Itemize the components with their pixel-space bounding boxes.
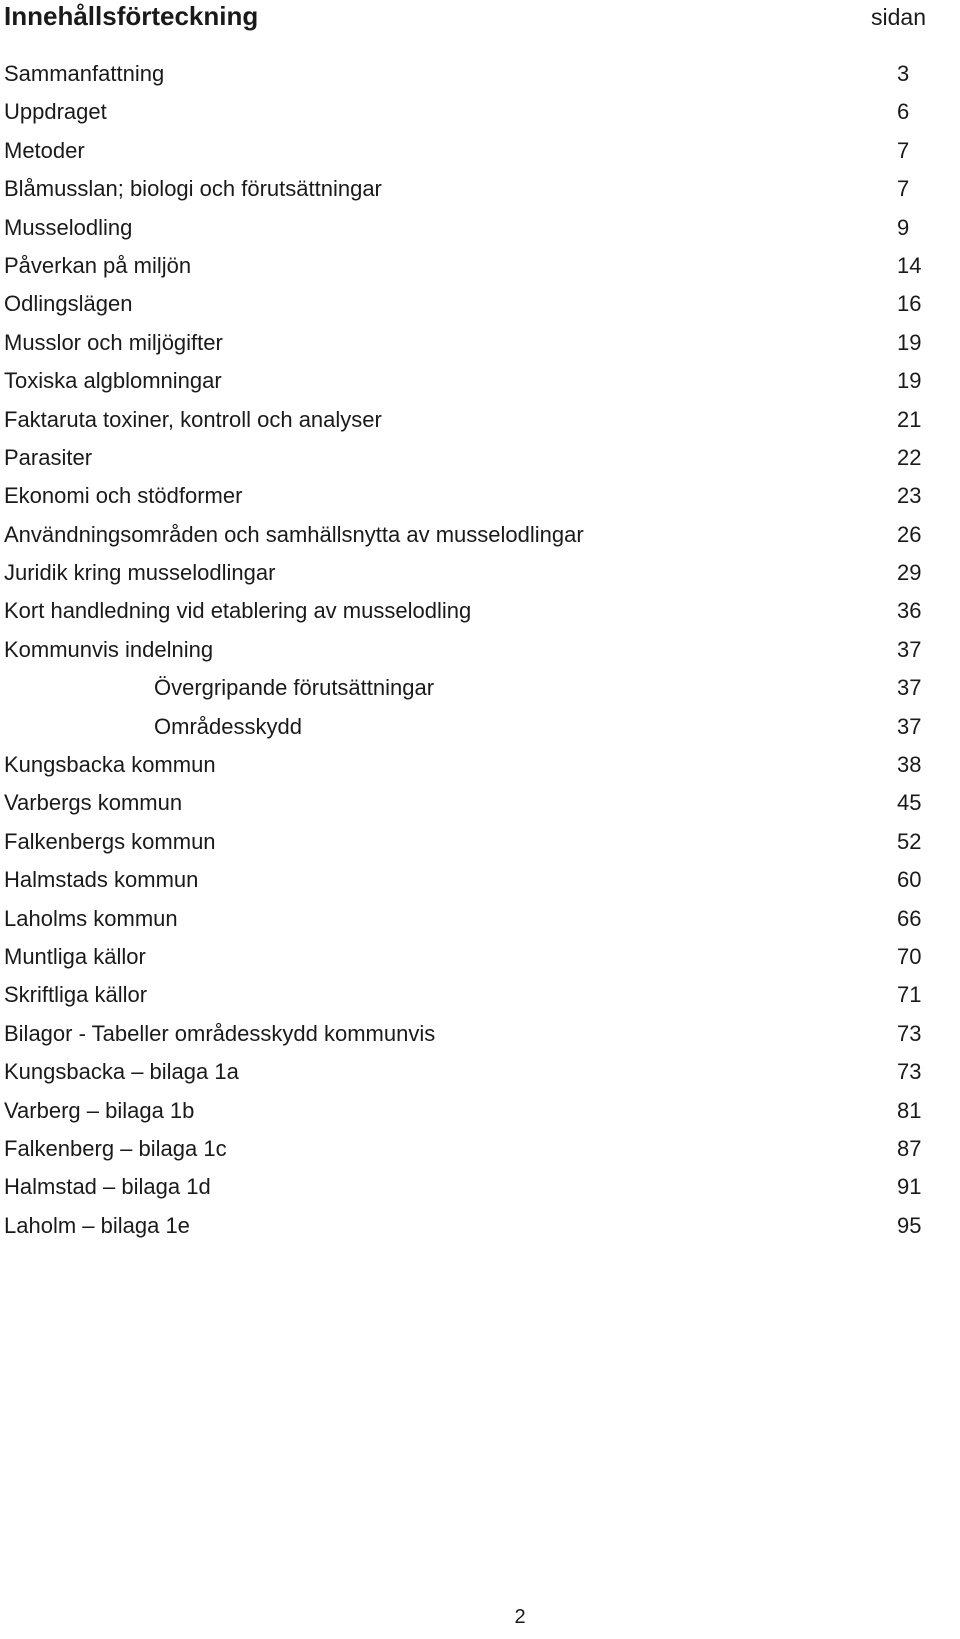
- toc-entry-varbergs-kommun[interactable]: [4, 788, 926, 826]
- toc-entry-toxiska-algblomningar[interactable]: [4, 366, 926, 404]
- toc-entry-label: Bilagor - Tabeller områdesskydd kommunvis: [4, 1020, 436, 1046]
- toc-entry-laholms-kommun[interactable]: [4, 904, 926, 942]
- toc-entry-page: 14: [897, 252, 922, 278]
- toc-entry-laholm-bilaga[interactable]: [4, 1211, 926, 1249]
- toc-entry-halmstads-kommun[interactable]: [4, 865, 926, 903]
- toc-entry-label: Parasiter: [4, 444, 93, 470]
- toc-entry-label: Falkenbergs kommun: [4, 828, 216, 854]
- toc-entry-label: Varbergs kommun: [4, 790, 183, 816]
- toc-entry-page: 71: [897, 982, 922, 1008]
- toc-entry-label: Halmstad – bilaga 1d: [4, 1174, 211, 1200]
- toc-entry-label: Ekonomi och stödformer: [4, 483, 243, 509]
- toc-entry-page: 37: [897, 636, 922, 662]
- toc-entry-label: Laholm – bilaga 1e: [4, 1212, 190, 1238]
- toc-entry-page: 26: [897, 521, 922, 547]
- toc-entry-label: Blåmusslan; biologi och förutsättningar: [4, 176, 382, 202]
- toc-entry-juridik[interactable]: [4, 558, 926, 596]
- toc-entry-ekonomi[interactable]: [4, 481, 926, 519]
- toc-entry-kort-handledning[interactable]: [4, 596, 926, 634]
- toc-entry-anvandningsomraden[interactable]: [4, 520, 926, 558]
- toc-entry-musslor-miljogifter[interactable]: [4, 328, 926, 366]
- toc-entry-page: 9: [897, 214, 910, 240]
- toc-entry-label: Laholms kommun: [4, 905, 178, 931]
- toc-entry-falkenbergs-kommun[interactable]: [4, 827, 926, 865]
- toc-entry-label: Kort handledning vid etablering av musselodling: [4, 598, 472, 624]
- toc-entry-label: Toxiska algblomningar: [4, 368, 222, 394]
- toc-entry-page: 37: [897, 713, 922, 739]
- toc-entry-label: Musselodling: [4, 214, 133, 240]
- toc-entry-blamusslan[interactable]: [4, 174, 926, 212]
- toc-entry-page: 66: [897, 905, 922, 931]
- toc-entry-bilagor[interactable]: [4, 1019, 926, 1057]
- toc-entry-page: 7: [897, 137, 910, 163]
- toc-entry-paverkan[interactable]: [4, 251, 926, 289]
- toc-entry-label: Musslor och miljögifter: [4, 329, 223, 355]
- toc-entry-page: 81: [897, 1097, 922, 1123]
- toc-entry-page: 3: [897, 61, 910, 86]
- toc-subentry-omradesskydd[interactable]: [4, 712, 926, 750]
- toc-entry-page: 91: [897, 1174, 922, 1200]
- toc-entry-label: Användningsområden och samhällsnytta av musselodlingar: [4, 521, 584, 547]
- page-column-heading: sidan: [871, 4, 926, 30]
- toc-entry-label: Kommunvis indelning: [4, 636, 214, 662]
- page-number: 2: [514, 1606, 526, 1628]
- toc-entry-metoder[interactable]: [4, 136, 926, 174]
- toc-entry-page: 87: [897, 1135, 922, 1161]
- toc-entry-uppdraget[interactable]: [4, 97, 926, 135]
- toc-entry-page: 38: [897, 752, 922, 778]
- toc-entry-kungsbacka-kommun[interactable]: [4, 750, 926, 788]
- toc-entry-sammanfattning[interactable]: [4, 59, 926, 97]
- toc-entry-label: Varberg – bilaga 1b: [4, 1097, 195, 1123]
- toc-entry-page: 37: [897, 675, 922, 701]
- toc-entry-label: Skriftliga källor: [4, 982, 148, 1008]
- toc-entry-kommunvis-indelning[interactable]: [4, 635, 926, 673]
- page-title: Innehållsförteckning: [4, 1, 259, 31]
- toc-entry-page: 16: [897, 291, 922, 317]
- toc-entry-label: Juridik kring musselodlingar: [4, 560, 276, 586]
- toc-list: [4, 59, 926, 1249]
- toc-entry-page: 45: [897, 790, 922, 816]
- toc-entry-page: 19: [897, 329, 922, 355]
- toc-entry-page: 36: [897, 598, 922, 624]
- toc-entry-label: Kungsbacka kommun: [4, 752, 216, 778]
- toc-entry-faktaruta-toxiner[interactable]: [4, 405, 926, 443]
- toc-entry-page: 29: [897, 560, 922, 586]
- toc-entry-label: Muntliga källor: [4, 943, 146, 969]
- toc-entry-page: 21: [897, 406, 922, 432]
- toc-entry-label: Metoder: [4, 137, 85, 163]
- toc-entry-varberg-bilaga[interactable]: [4, 1096, 926, 1134]
- toc-entry-page: 19: [897, 368, 922, 394]
- toc-entry-skriftliga-kallor[interactable]: [4, 980, 926, 1018]
- toc-entry-label: Kungsbacka – bilaga 1a: [4, 1059, 239, 1085]
- toc-entry-page: 52: [897, 828, 922, 854]
- toc-entry-kungsbacka-bilaga[interactable]: [4, 1057, 926, 1095]
- toc-entry-parasiter[interactable]: [4, 443, 926, 481]
- toc-entry-label: Uppdraget: [4, 99, 107, 125]
- toc-entry-label: Områdesskydd: [154, 713, 302, 739]
- toc-entry-label: Övergripande förutsättningar: [154, 675, 435, 701]
- toc-entry-page: 6: [897, 99, 910, 125]
- toc-entry-page: 7: [897, 176, 910, 202]
- toc-entry-falkenberg-bilaga[interactable]: [4, 1134, 926, 1172]
- toc-entry-page: 70: [897, 943, 922, 969]
- toc-header: [4, 0, 926, 36]
- toc-subentry-overgripande[interactable]: [4, 673, 926, 711]
- toc-entry-label: Odlingslägen: [4, 291, 133, 317]
- toc-entry-label: Sammanfattning: [4, 61, 165, 86]
- toc-entry-label: Påverkan på miljön: [4, 252, 192, 278]
- toc-entry-page: 73: [897, 1059, 922, 1085]
- toc-entry-muntliga-kallor[interactable]: [4, 942, 926, 980]
- toc-entry-label: Faktaruta toxiner, kontroll och analyser: [4, 406, 382, 432]
- toc-entry-label: Halmstads kommun: [4, 867, 199, 893]
- toc-entry-page: 60: [897, 867, 922, 893]
- toc-entry-page: 23: [897, 483, 922, 509]
- toc-entry-odlingslagen[interactable]: [4, 289, 926, 327]
- toc-entry-halmstad-bilaga[interactable]: [4, 1172, 926, 1210]
- toc-entry-page: 95: [897, 1212, 922, 1238]
- toc-entry-label: Falkenberg – bilaga 1c: [4, 1135, 227, 1161]
- toc-entry-musselodling[interactable]: [4, 213, 926, 251]
- toc-entry-page: 73: [897, 1020, 922, 1046]
- toc-entry-page: 22: [897, 444, 922, 470]
